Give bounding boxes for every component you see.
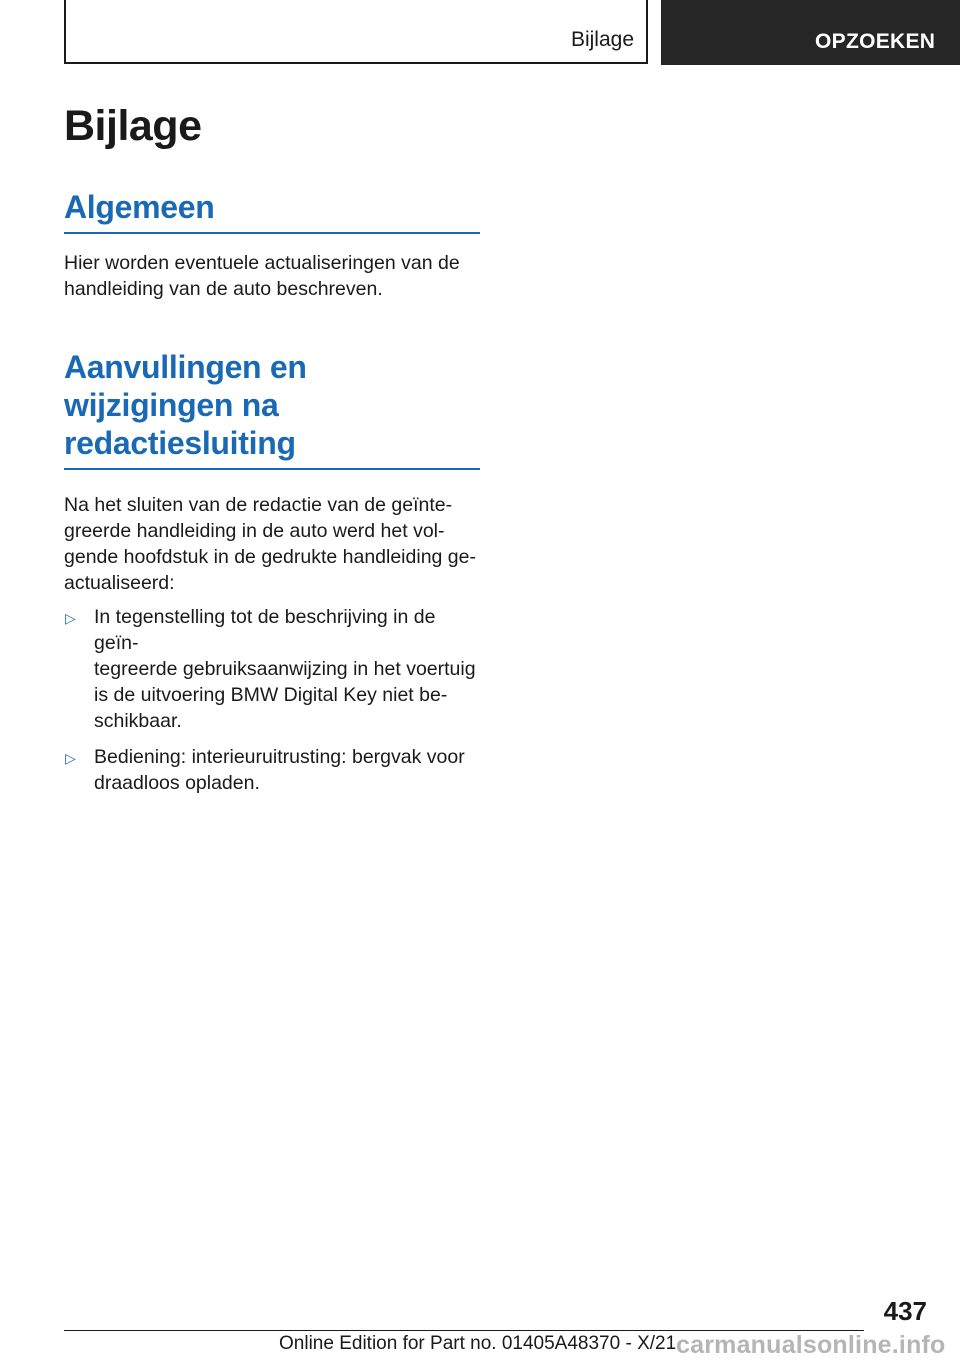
bullet-line: schikbaar.	[94, 710, 182, 732]
paragraph-aanvullingen	[64, 492, 480, 596]
page-title: Bijlage	[64, 102, 202, 150]
heading-line: redactiesluiting	[64, 425, 296, 461]
watermark: carmanualsonline.info	[676, 1331, 946, 1359]
list-item	[64, 604, 480, 734]
section-heading-algemeen: Algemeen	[64, 188, 480, 234]
page-number: 437	[883, 1296, 927, 1326]
paragraph-line: Na het sluiten van de redactie van de geïnte-	[64, 494, 453, 516]
heading-line: wijzigingen na	[64, 387, 279, 423]
bullet-line: tegreerde gebruiksaanwijzing in het voertuig	[94, 658, 476, 680]
heading-line: Aanvullingen en	[64, 349, 307, 385]
tab-opzoeken[interactable]	[661, 0, 960, 65]
paragraph-line: greerde handleiding in de auto werd het vol-	[64, 520, 445, 542]
footer-edition-text: Online Edition for Part no. 01405A48370 - X/21	[279, 1333, 677, 1354]
paragraph-algemeen: Hier worden eventuele actualiseringen van de handleiding van de auto beschreven.	[64, 252, 460, 300]
bullet-line: draadloos opladen.	[94, 772, 260, 794]
paragraph-line: actualiseerd:	[64, 572, 175, 594]
section-heading-aanvullingen	[64, 348, 480, 470]
bullet-line: In tegenstelling tot de beschrijving in de geïn-	[94, 606, 436, 654]
header-section-label: Bijlage	[570, 28, 634, 51]
main-content	[64, 96, 480, 796]
bullet-list	[64, 604, 480, 796]
triangle-bullet-icon: ▷	[65, 750, 76, 766]
bullet-line: is de uitvoering BMW Digital Key niet be-	[94, 684, 448, 706]
bullet-line: Bediening: interieuruitrusting: bergvak voor	[94, 746, 465, 768]
paragraph-line: gende hoofdstuk in de gedrukte handleiding ge-	[64, 546, 476, 568]
triangle-bullet-icon: ▷	[65, 610, 76, 626]
list-item	[64, 744, 480, 796]
tab-opzoeken-label: OPZOEKEN	[815, 30, 936, 53]
header-frame	[64, 0, 648, 64]
